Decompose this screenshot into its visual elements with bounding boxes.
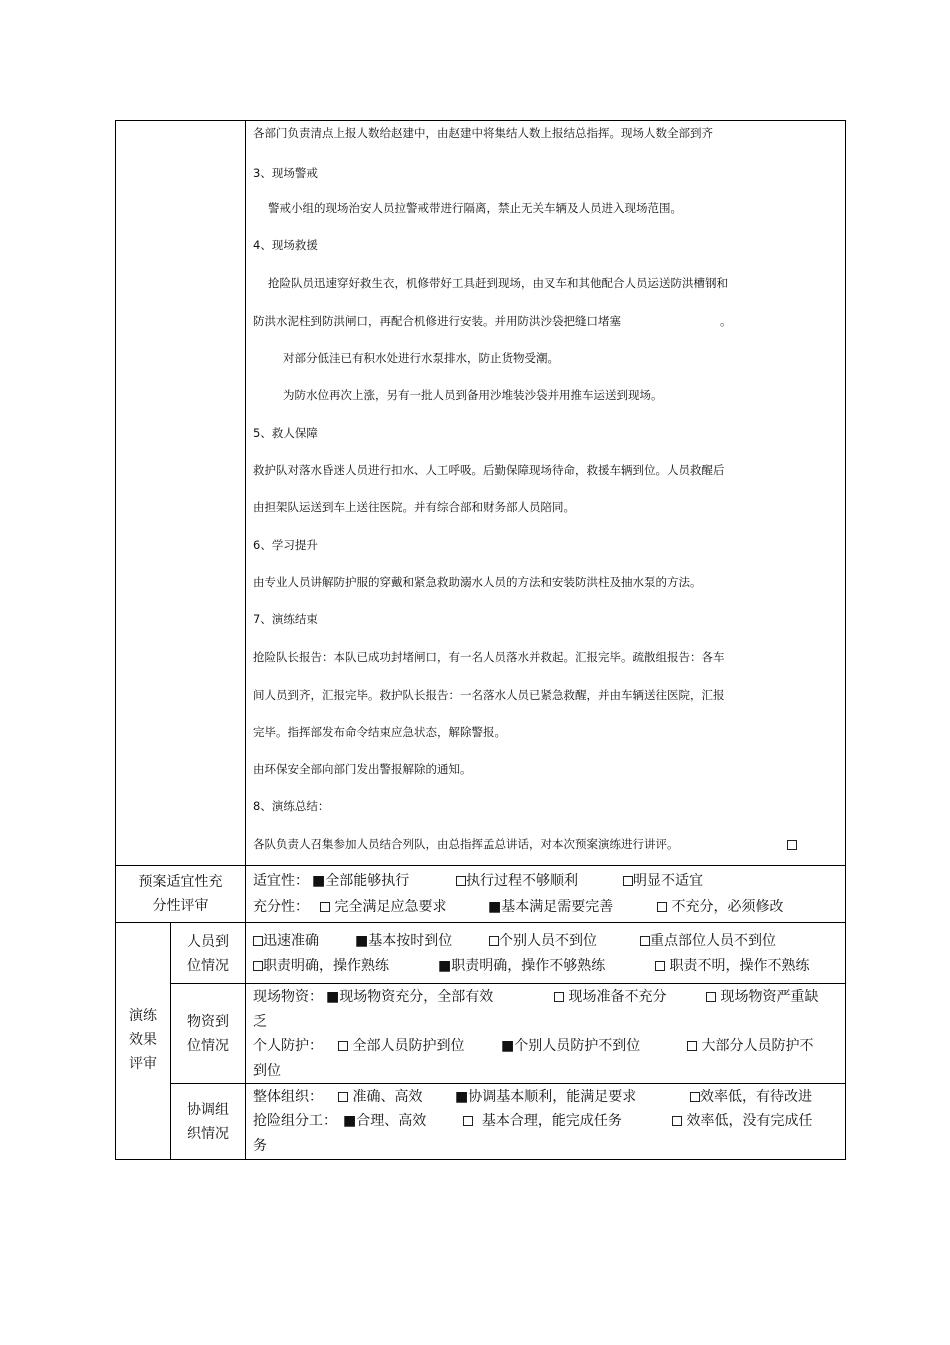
division-option-3[interactable] <box>672 1114 812 1128</box>
section-text-4b: 防洪水泥柱到防洪闸口，再配合机修进行安装。并用防洪沙袋把缝口堵塞 <box>253 314 621 328</box>
personnel-option-7-label: 职责不明，操作不熟练 <box>669 958 810 974</box>
checkbox <box>253 936 263 946</box>
checkbox <box>320 902 330 912</box>
checkbox <box>657 902 667 912</box>
fit-label: 适宜性： <box>253 873 309 889</box>
checkbox <box>338 1092 348 1102</box>
section-text-6: 由专业人员讲解防护服的穿戴和紧急救助溺水人员的方法和安装防洪柱及抽水泵的方法。 <box>253 575 702 589</box>
materials-row-label <box>171 1010 245 1058</box>
division-option-1-label: 合理、高效 <box>356 1113 427 1129</box>
table-divider-content <box>245 120 246 1160</box>
procedure-headcount: 各部门负责清点上报人数给赵建中，由赵建中将集结人数上报结总指挥。现场人数全部到齐 <box>253 126 713 140</box>
materials-label-line1: 物资到 <box>187 1014 229 1030</box>
division-option-3-continued: 务 <box>253 1138 267 1154</box>
fit-option-1[interactable]: ■全部能够执行 <box>312 873 410 889</box>
site-option-3[interactable] <box>706 990 818 1004</box>
table-border-bottom <box>115 1159 846 1160</box>
section-text-7b: 间人员到齐，汇报完毕。救护队长报告：一名落水人员已紧急救醒，并由车辆送往医院，汇报 <box>253 688 725 702</box>
personnel-option-3-label: 个别人员不到位 <box>499 933 597 949</box>
adequacy-option-3[interactable] <box>657 900 783 914</box>
effect-label-line1: 演练 <box>129 1008 157 1024</box>
checkbox <box>338 1041 348 1051</box>
table-border-top <box>115 120 846 121</box>
personnel-option-5-label: 职责明确，操作熟练 <box>263 958 389 974</box>
personnel-option-7[interactable] <box>655 959 809 973</box>
org-option-1-label: 准确、高效 <box>352 1089 423 1105</box>
section-text-7c: 完毕。指挥部发布命令结束应急状态，解除警报。 <box>253 725 506 739</box>
division-option-2-label: 基本合理，能完成任务 <box>481 1113 622 1129</box>
table-row-divider-1 <box>115 865 846 866</box>
fit-option-1-label: 全部能够执行 <box>325 873 410 889</box>
fit-line <box>253 874 309 888</box>
section-heading-7: 7、演练结束 <box>253 612 318 626</box>
checkbox <box>623 876 633 886</box>
effect-row-label <box>116 1004 170 1076</box>
checkbox <box>706 992 716 1002</box>
table-border-right <box>845 120 846 1160</box>
checkbox <box>687 1041 697 1051</box>
ppe-option-1[interactable] <box>338 1039 464 1053</box>
table-row-divider-4 <box>170 1083 846 1084</box>
ppe-option-3-label: 大部分人员防护不 <box>701 1038 814 1054</box>
org-option-2-label: 协调基本顺利，能满足要求 <box>468 1089 637 1105</box>
section-heading-4: 4、现场救援 <box>253 238 318 252</box>
section-text-8: 各队负责人召集参加人员结合列队，由总指挥孟总讲话，对本次预案演练进行讲评。 <box>253 837 679 851</box>
fit-option-3[interactable] <box>623 874 703 888</box>
adequacy-label: 充分性： <box>253 899 309 915</box>
section-heading-8: 8、演练总结： <box>253 799 330 813</box>
section-text-7d: 由环保安全部向部门发出警报解除的通知。 <box>253 762 472 776</box>
personnel-option-6[interactable]: ■职责明确，操作不够熟练 <box>438 958 606 974</box>
checkbox <box>463 1116 473 1126</box>
personnel-option-2[interactable]: ■基本按时到位 <box>355 933 453 949</box>
section-text-3: 警戒小组的现场治安人员拉警戒带进行隔离，禁止无关车辆及人员进入现场范围。 <box>268 201 682 215</box>
personnel-row-label <box>171 930 245 978</box>
personnel-option-6-label: 职责明确，操作不够熟练 <box>451 958 606 974</box>
site-materials-label: 现场物资： <box>253 989 323 1005</box>
section-text-5b: 由担架队运送到车上送往医院。并有综合部和财务部人员陪同。 <box>253 500 575 514</box>
section-text-7a: 抢险队长报告：本队已成功封堵闸口，有一名人员落水并救起。汇报完毕。疏散组报告：各车 <box>253 650 725 664</box>
site-option-1[interactable]: ■现场物资充分，全部有效 <box>326 989 494 1005</box>
division-option-3-label: 效率低，没有完成任 <box>686 1113 813 1129</box>
fit-option-3-label: 明显不适宜 <box>633 873 703 889</box>
personnel-option-1-label: 迅速准确 <box>263 933 319 949</box>
adequacy-option-3-label: 不充分，必须修改 <box>671 899 784 915</box>
checkbox <box>690 1092 700 1102</box>
division-label: 抢险组分工： <box>253 1113 337 1129</box>
checkbox <box>640 936 650 946</box>
ppe-label: 个人防护： <box>253 1038 323 1054</box>
fit-option-2-label: 执行过程不够顺利 <box>466 873 578 889</box>
checkbox <box>554 992 564 1002</box>
adequacy-option-1[interactable] <box>320 900 446 914</box>
section-text-4d: 为防水位再次上涨，另有一批人员到备用沙堆装沙袋并用推车运送到现场。 <box>283 388 663 402</box>
ppe-option-2[interactable]: ■个别人员防护不到位 <box>501 1038 641 1054</box>
site-option-2[interactable] <box>554 990 666 1004</box>
section-text-4c: 对部分低洼已有积水处进行水泵排水，防止货物受潮。 <box>283 351 559 365</box>
personnel-option-1[interactable] <box>253 934 319 948</box>
checkbox <box>655 961 665 971</box>
summary-checkbox[interactable] <box>787 840 797 850</box>
org-option-3-label: 效率低，有待改进 <box>700 1089 812 1105</box>
section-text-4b-end: 。 <box>720 314 732 328</box>
site-option-1-label: 现场物资充分，全部有效 <box>339 989 494 1005</box>
site-option-2-label: 现场准备不充分 <box>568 989 667 1005</box>
org-label: 整体组织： <box>253 1089 323 1105</box>
personnel-option-2-label: 基本按时到位 <box>368 933 453 949</box>
coordination-row-label <box>171 1098 245 1146</box>
coordination-label-line2: 织情况 <box>187 1126 229 1142</box>
section-heading-5: 5、救人保障 <box>253 426 318 440</box>
fit-option-2[interactable] <box>456 874 578 888</box>
org-option-1[interactable] <box>338 1090 422 1104</box>
section-text-5a: 救护队对落水昏迷人员进行扣水、人工呼吸。后勤保障现场待命，救援车辆到位。人员救醒后 <box>253 463 725 477</box>
personnel-option-4[interactable] <box>640 934 776 948</box>
ppe-option-1-label: 全部人员防护到位 <box>352 1038 465 1054</box>
materials-label-line2: 位情况 <box>187 1038 229 1054</box>
personnel-label-line1: 人员到 <box>187 934 229 950</box>
division-option-2[interactable] <box>463 1114 622 1128</box>
site-option-3-continued: 乏 <box>253 1014 267 1030</box>
site-option-3-label: 现场物资严重缺 <box>720 989 819 1005</box>
personnel-label-line2: 位情况 <box>187 958 229 974</box>
section-text-4a: 抢险队员迅速穿好救生衣，机修带好工具赶到现场，由叉车和其他配合人员运送防洪槽钢和 <box>268 276 728 290</box>
division-option-1[interactable]: ■合理、高效 <box>343 1113 427 1129</box>
table-row-divider-3 <box>170 983 846 984</box>
ppe-option-2-label: 个别人员防护不到位 <box>514 1038 641 1054</box>
org-option-3[interactable] <box>690 1090 812 1104</box>
suitability-row-label <box>116 870 245 918</box>
checkbox <box>253 961 263 971</box>
suitability-label-line2: 分性评审 <box>152 898 209 914</box>
ppe-option-3[interactable] <box>687 1039 813 1053</box>
adequacy-option-2[interactable]: ■基本满足需要完善 <box>488 899 614 915</box>
section-heading-3: 3、现场警戒 <box>253 166 318 180</box>
coordination-label-line1: 协调组 <box>187 1102 229 1118</box>
adequacy-option-1-label: 完全满足应急要求 <box>334 899 447 915</box>
personnel-option-4-label: 重点部位人员不到位 <box>650 933 776 949</box>
effect-label-line2: 效果 <box>129 1032 157 1048</box>
table-row-divider-2 <box>115 922 846 923</box>
checkbox <box>672 1116 682 1126</box>
personnel-option-5[interactable] <box>253 959 389 973</box>
adequacy-option-2-label: 基本满足需要完善 <box>501 899 614 915</box>
ppe-option-3-continued: 到位 <box>253 1063 281 1079</box>
section-heading-6: 6、学习提升 <box>253 538 318 552</box>
org-option-2[interactable]: ■协调基本顺利，能满足要求 <box>455 1089 637 1105</box>
checkbox <box>489 936 499 946</box>
effect-label-line3: 评审 <box>129 1056 157 1072</box>
personnel-option-3[interactable] <box>489 934 597 948</box>
suitability-label-line1: 预案适宜性充 <box>138 874 223 890</box>
checkbox <box>456 876 466 886</box>
